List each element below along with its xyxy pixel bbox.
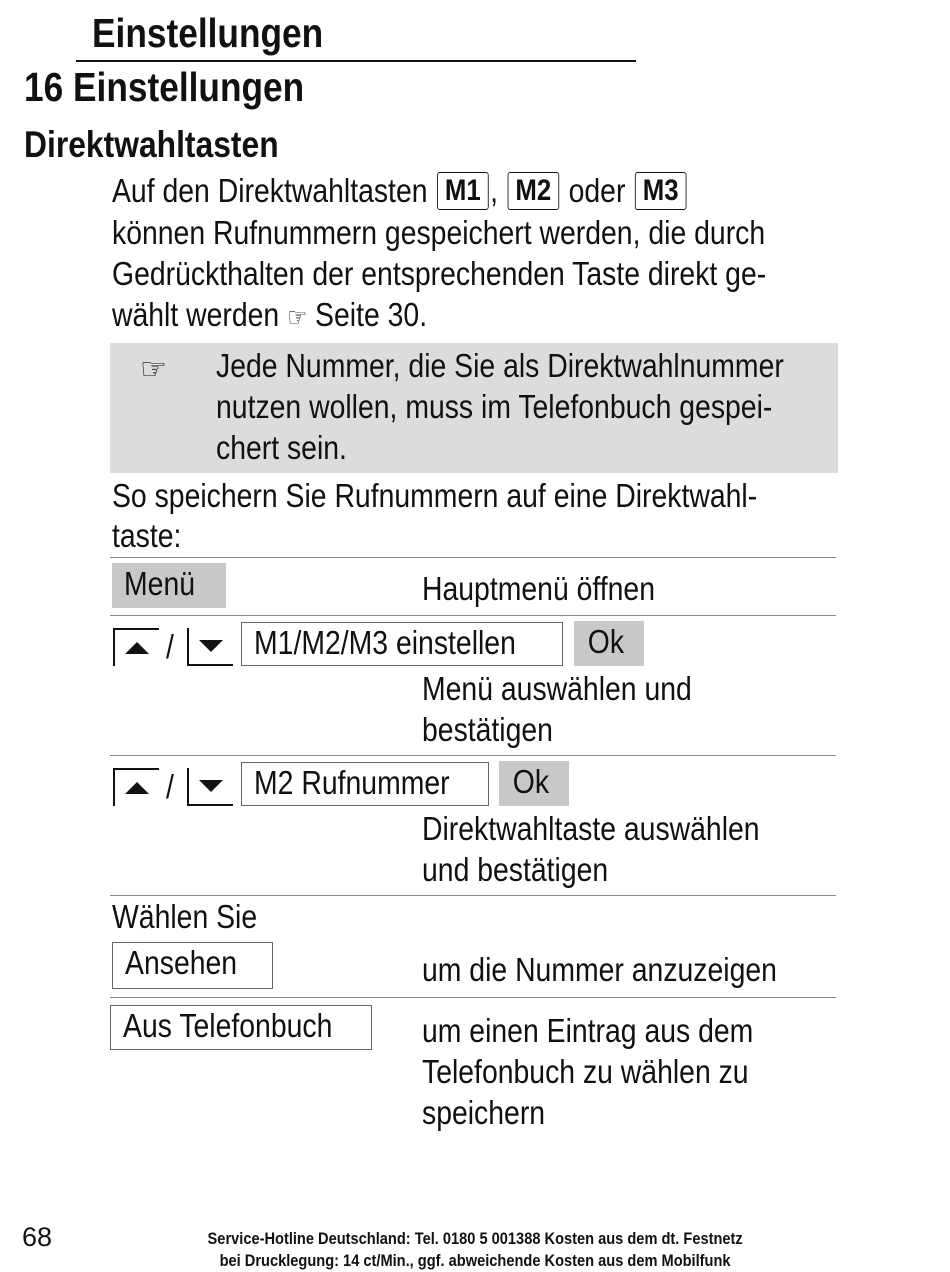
note-line-1: Jede Nummer, die Sie als Direktwahlnummer xyxy=(216,347,784,384)
choose-label: Wählen Sie xyxy=(112,898,258,935)
up-arrow-key-icon[interactable] xyxy=(113,628,159,666)
page-reference-link[interactable]: Seite 30. xyxy=(315,296,428,333)
note-line-2: nutzen wollen, muss im Telefonbuch gespei- xyxy=(216,388,773,425)
step-3-description-1: Direktwahltaste auswählen xyxy=(422,810,760,847)
display-menu-entry: M2 Rufnummer xyxy=(241,762,489,806)
intro-text: Auf den Direktwahltasten xyxy=(112,172,428,209)
section-title: Direktwahltasten xyxy=(24,124,279,165)
m1-key: M1 xyxy=(437,172,488,210)
phonebook-option-description-3: speichern xyxy=(422,1094,546,1131)
ok-button[interactable]: Ok xyxy=(574,621,644,666)
m2-key: M2 xyxy=(508,172,559,210)
instruction-line-2: taste: xyxy=(112,517,182,554)
phonebook-option-description-1: um einen Eintrag aus dem xyxy=(422,1012,754,1049)
slash-separator: / xyxy=(166,768,174,805)
menu-button[interactable]: Menü xyxy=(112,563,226,608)
footer-hotline-line-2: bei Drucklegung: 14 ct/Min., ggf. abweichende Kosten aus dem Mobilfunk xyxy=(219,1251,731,1270)
divider xyxy=(110,997,836,998)
view-option[interactable]: Ansehen xyxy=(112,942,273,989)
m3-key: M3 xyxy=(635,172,686,210)
chapter-title: 16 Einstellungen xyxy=(24,64,305,110)
running-head: Einstellungen xyxy=(92,10,324,56)
pointing-hand-icon: ☞ xyxy=(140,353,167,386)
view-option-description: um die Nummer anzuzeigen xyxy=(422,951,777,988)
divider xyxy=(110,557,836,558)
footer-hotline-line-1: Service-Hotline Deutschland: Tel. 0180 5 001388 Kosten aus dem dt. Festnetz xyxy=(207,1229,743,1248)
oder-text: oder xyxy=(568,172,626,209)
up-arrow-key-icon[interactable] xyxy=(113,768,159,806)
divider xyxy=(110,755,836,756)
step-2-description-2: bestätigen xyxy=(422,711,553,748)
step-1-description: Hauptmenü öffnen xyxy=(422,570,656,607)
step-2-description-1: Menü auswählen und xyxy=(422,670,692,707)
intro-line-1 xyxy=(112,172,782,210)
phonebook-option-description-2: Telefonbuch zu wählen zu xyxy=(422,1053,749,1090)
divider xyxy=(110,895,836,896)
instruction-line-1: So speichern Sie Rufnummern auf eine Direktwahl- xyxy=(112,477,758,514)
divider xyxy=(110,615,836,616)
intro-text-4: wählt werden xyxy=(112,296,280,333)
comma-text: , xyxy=(490,172,499,209)
note-line-3: chert sein. xyxy=(216,429,347,466)
down-arrow-key-icon[interactable] xyxy=(187,628,233,666)
running-head-rule xyxy=(76,60,636,62)
intro-line-3: Gedrückthalten der entsprechenden Taste direkt ge- xyxy=(112,255,767,292)
page-number: 68 xyxy=(22,1222,53,1252)
display-menu-entry: M1/M2/M3 einstellen xyxy=(241,622,563,666)
pointing-hand-icon: ☞ xyxy=(287,302,308,332)
intro-line-2: können Rufnummern gespeichert werden, die durch xyxy=(112,214,766,251)
down-arrow-key-icon[interactable] xyxy=(187,768,233,806)
from-phonebook-option[interactable]: Aus Telefonbuch xyxy=(110,1005,372,1050)
step-3-description-2: und bestätigen xyxy=(422,851,609,888)
intro-line-4 xyxy=(112,296,478,334)
slash-separator: / xyxy=(166,628,174,665)
ok-button[interactable]: Ok xyxy=(499,761,569,806)
